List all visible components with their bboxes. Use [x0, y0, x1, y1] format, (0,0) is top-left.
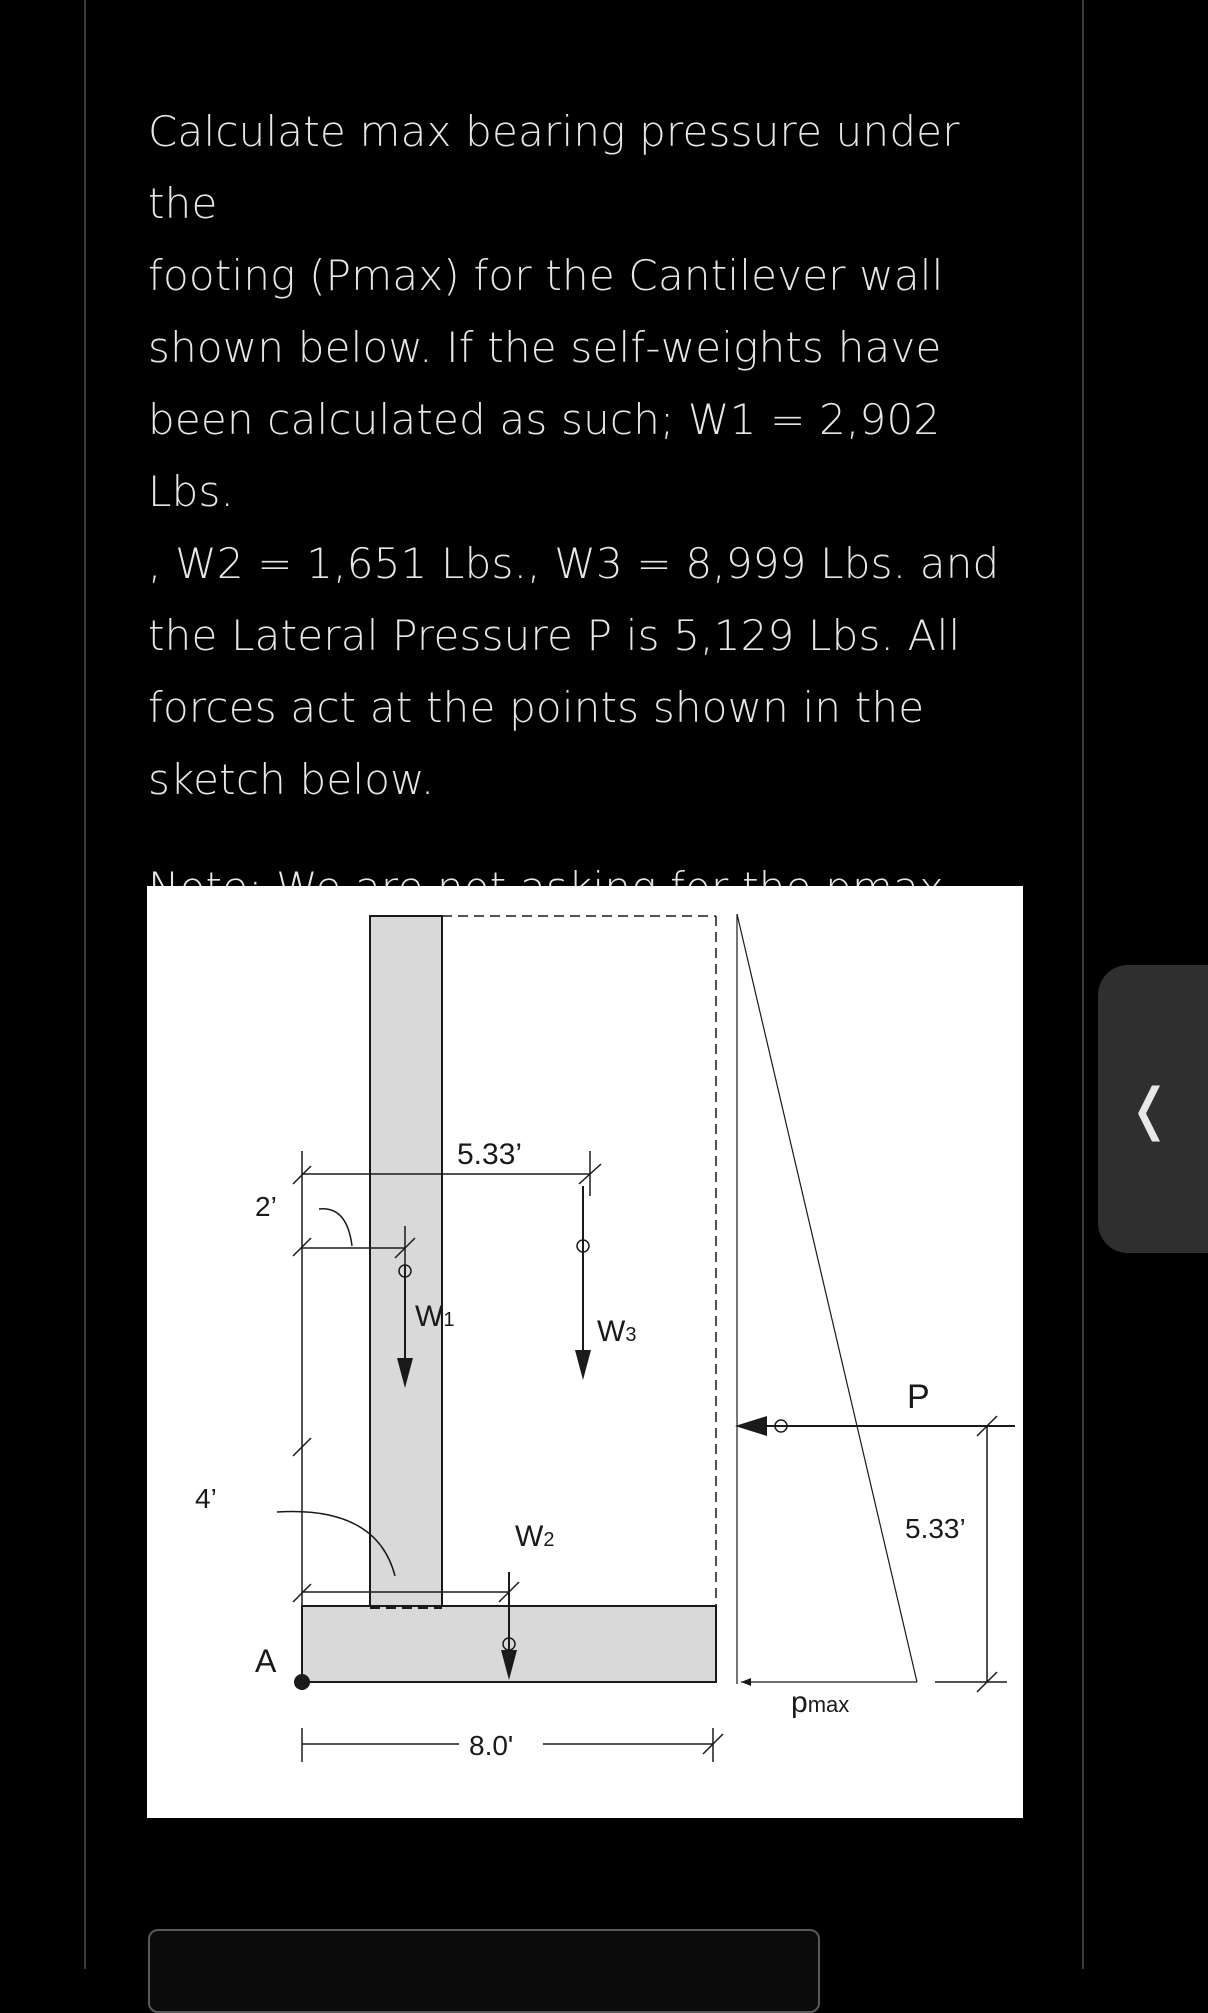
question-text: [148, 96, 1028, 996]
dim-label-8ft: 8.0': [469, 1730, 514, 1761]
question-line: Calculate max bearing pressure under the: [148, 107, 960, 228]
question-line: , W2 = 1,651 Lbs., W3 = 8,999 Lbs. and: [148, 539, 1000, 588]
label-a: A: [255, 1643, 277, 1679]
wall-stem: [370, 916, 442, 1606]
pressure-slope-line: [737, 914, 917, 1682]
question-line: the Lateral Pressure P is 5,129 Lbs. All: [148, 611, 961, 660]
question-line: shown below. If the self-weights have: [148, 323, 942, 372]
point-a: [294, 1674, 310, 1690]
question-content: [148, 96, 1028, 996]
chevron-left-icon: ❬: [1126, 1076, 1173, 1142]
p-label: P: [907, 1378, 930, 1416]
w3-label: W3: [597, 1315, 637, 1348]
question-line: footing (Pmax) for the Cantilever wall: [148, 251, 944, 300]
question-line: forces act at the points shown in the: [148, 683, 925, 732]
left-border-line: [84, 0, 86, 1969]
wall-diagram: [147, 886, 1023, 1818]
dim-label-5-33-right: 5.33’: [905, 1513, 966, 1544]
dim-label-2ft: 2’: [255, 1191, 277, 1222]
question-line: been calculated as such; W1 = 2,902 Lbs.: [148, 395, 941, 516]
leader-2ft: [319, 1209, 352, 1246]
w3-arrow-head: [575, 1350, 591, 1380]
pmax-label: pmax: [791, 1686, 850, 1719]
w1-label: W1: [415, 1300, 455, 1333]
w2-label: W2: [515, 1520, 555, 1553]
answer-input-box[interactable]: [148, 1929, 820, 2013]
p-arrow-head: [735, 1416, 767, 1436]
question-line: sketch below.: [148, 755, 435, 804]
side-panel-toggle[interactable]: [1098, 965, 1208, 1253]
dim-label-4ft: 4’: [195, 1483, 217, 1514]
dim-label-5-33-top: 5.33’: [457, 1138, 523, 1171]
cantilever-wall-figure: [147, 886, 1023, 1818]
right-border-line: [1082, 0, 1084, 1969]
pressure-base-arrow: [741, 1678, 751, 1686]
